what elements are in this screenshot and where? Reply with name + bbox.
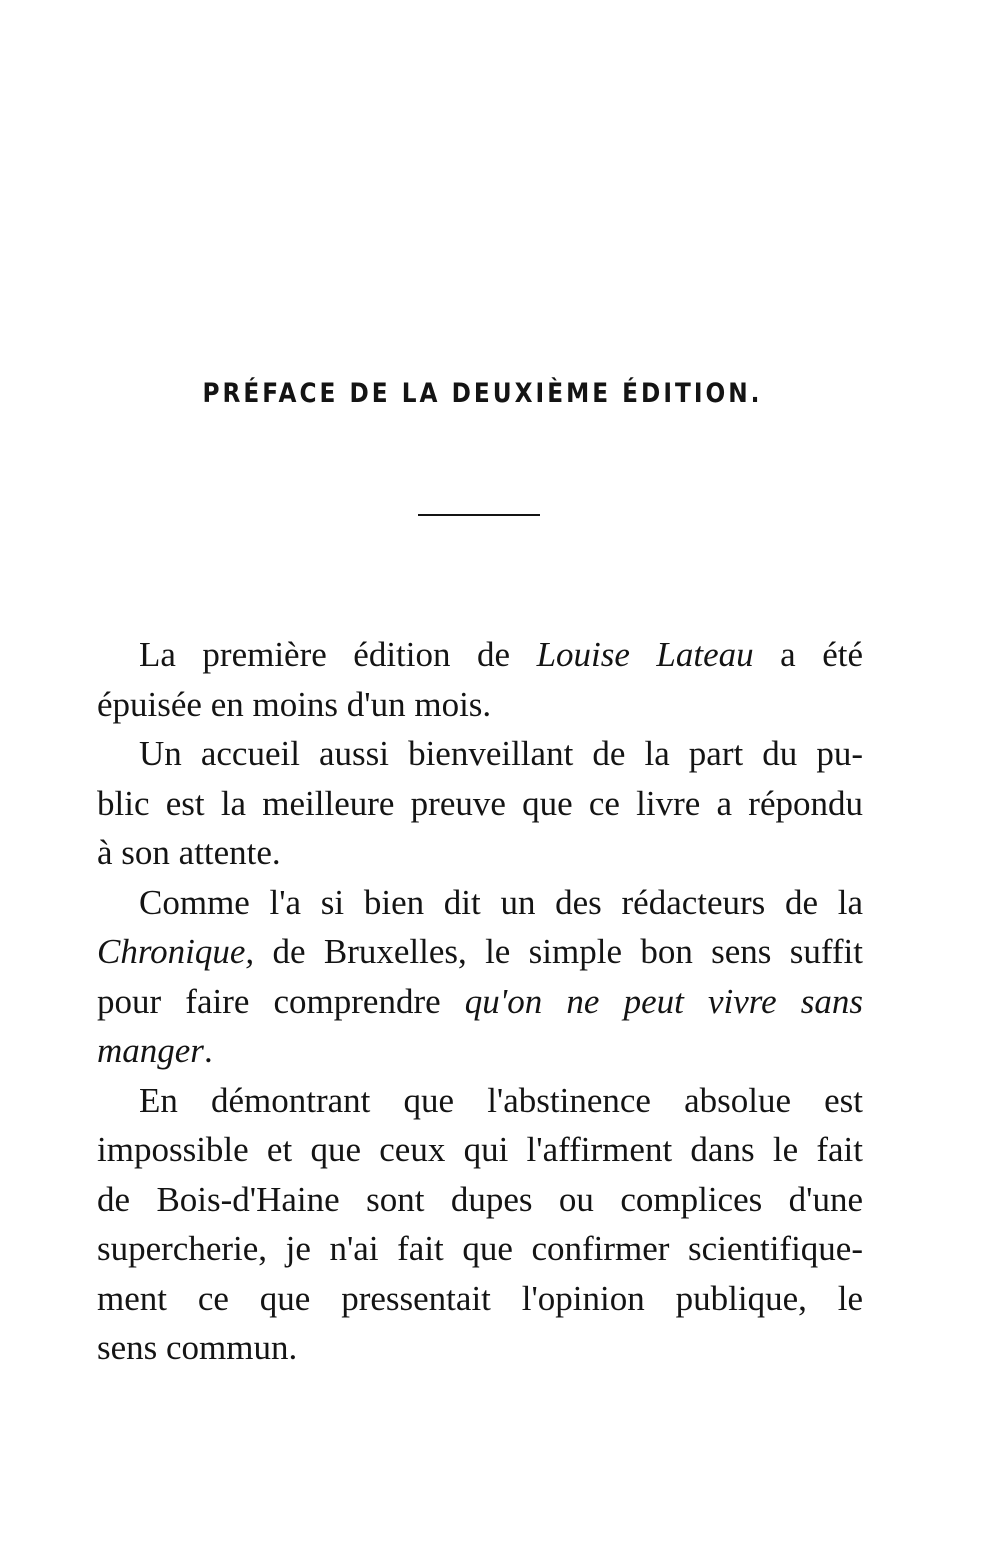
italic-run: Chronique, — [97, 932, 255, 971]
text-run: a été — [753, 635, 863, 674]
text-run: Comme l'a si bien dit un des rédacteurs de la — [139, 882, 863, 922]
text-line — [97, 1224, 863, 1274]
text-line — [97, 680, 863, 730]
preface-body — [97, 630, 863, 1373]
text-line — [97, 1125, 863, 1175]
text-run: à son attente. — [97, 833, 281, 872]
paragraph — [97, 1076, 863, 1373]
paragraph — [97, 878, 863, 1076]
text-line — [97, 630, 863, 680]
text-run: de Bruxelles, le simple bon sens suffit — [254, 932, 863, 971]
text-line — [97, 878, 863, 928]
text-run: blic est la meilleure preuve que ce livre a répondu — [97, 783, 863, 823]
italic-run: manger — [97, 1031, 204, 1070]
text-line — [97, 1175, 863, 1225]
text-run: Un accueil aussi bienveillant de la part du pu- — [139, 734, 863, 773]
text-line — [97, 729, 863, 779]
text-line — [97, 1323, 863, 1373]
paragraph — [97, 729, 863, 878]
title-divider — [418, 514, 540, 516]
text-line — [97, 779, 863, 829]
text-line — [97, 927, 863, 977]
text-line — [97, 1274, 863, 1324]
page-title: PRÉFACE DE LA DEUXIÈME ÉDITION. — [202, 378, 763, 409]
text-line — [97, 1026, 863, 1076]
text-run: impossible et que ceux qui l'affirment dans le fait — [97, 1130, 863, 1169]
text-line — [97, 977, 863, 1027]
paragraph — [97, 630, 863, 729]
text-line — [97, 1076, 863, 1126]
text-run: supercherie, je n'ai fait que confirmer scientifique- — [97, 1229, 863, 1268]
text-run: La première édition de — [139, 635, 537, 674]
text-run: pour faire comprendre — [97, 981, 465, 1021]
italic-run: qu'on ne peut vivre sans — [464, 981, 863, 1021]
text-run: sens commun. — [97, 1328, 298, 1367]
italic-run: Louise Lateau — [536, 635, 754, 674]
text-run: En démontrant que l'abstinence absolue est — [139, 1080, 863, 1120]
text-run: épuisée en moins d'un mois. — [97, 684, 492, 724]
text-run: ment ce que pressentait l'opinion publique, le — [97, 1278, 863, 1318]
text-run: de Bois-d'Haine sont dupes ou complices d'une — [97, 1179, 863, 1219]
text-line — [97, 828, 863, 878]
text-run: . — [203, 1031, 213, 1070]
